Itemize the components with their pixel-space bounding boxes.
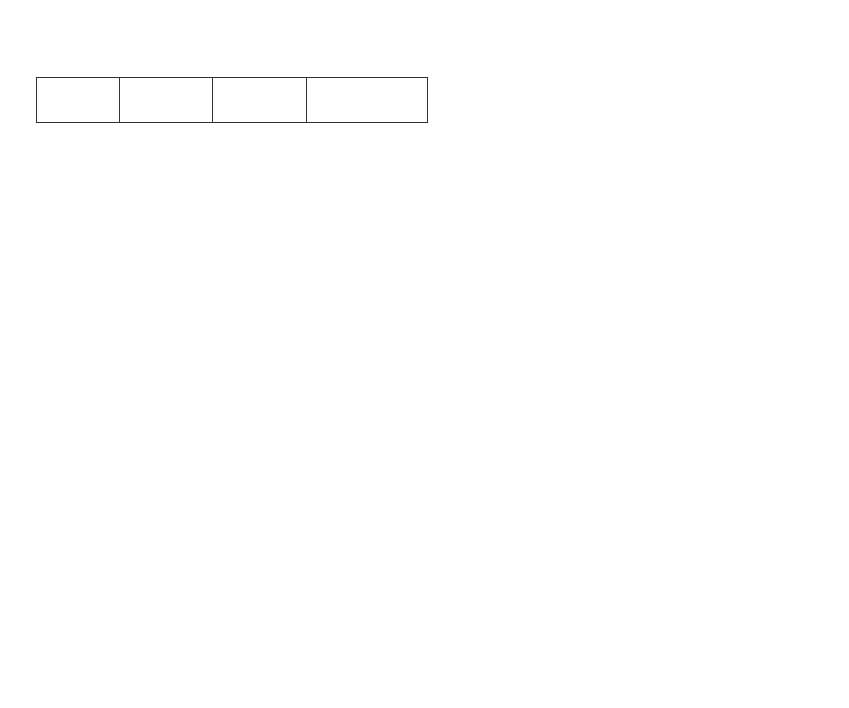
semi-log-graph-paper (270, 316, 765, 696)
header-reference-line (213, 78, 307, 123)
table-header-row (37, 78, 428, 123)
data-table (36, 77, 428, 123)
header-residuals (307, 78, 428, 123)
header-cp (120, 78, 213, 123)
header-time (37, 78, 120, 123)
